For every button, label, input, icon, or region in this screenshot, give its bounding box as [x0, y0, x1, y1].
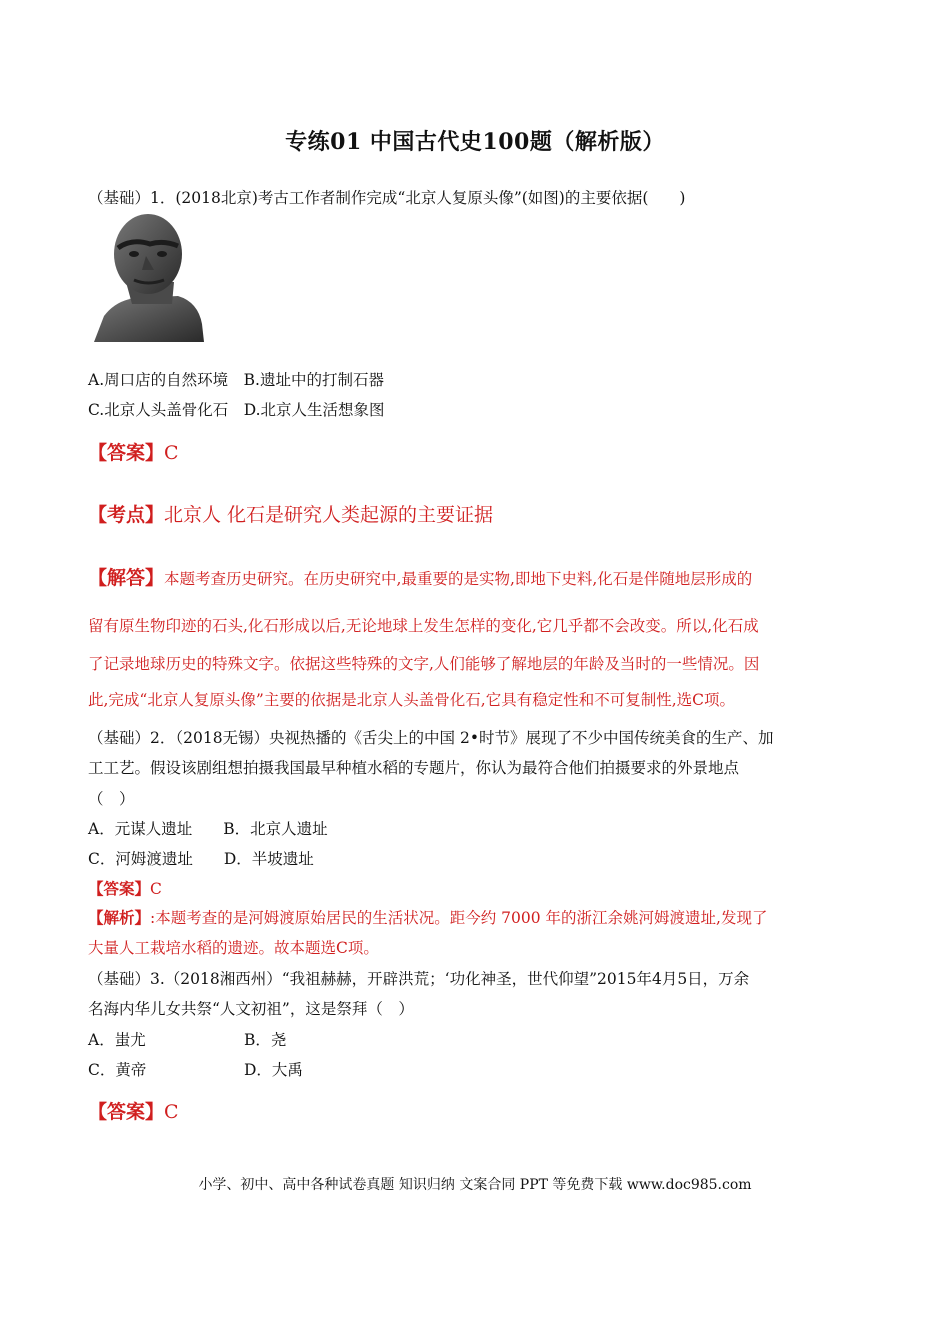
q2-options-cd: C．河姆渡遗址 D．半坡遗址: [88, 850, 314, 868]
solution-label: 【解答】: [88, 567, 165, 589]
answer-label: 【答案】: [88, 879, 151, 898]
page-footer: 小学、初中、高中各种试卷真题 知识归纳 文案合同 PPT 等免费下载 www.doc985.com: [198, 1177, 752, 1193]
q1-solution-line-2: 留有原生物印迹的石头,化石形成以后,无论地球上发生怎样的变化,它几乎都不会改变。所以,化石成: [88, 617, 759, 635]
answer-value: C: [164, 1101, 179, 1123]
q1-solution-line-1: [88, 563, 752, 590]
peking-man-bust-image: [86, 208, 210, 346]
q3-option-b: B．尧: [244, 1031, 287, 1049]
q3-option-c: C．黄帝: [88, 1061, 147, 1079]
q3-answer: [88, 1097, 179, 1124]
q1-answer: [88, 438, 179, 465]
q2-analysis-line-1: [88, 906, 767, 928]
solution-text: 本题考查历史研究。在历史研究中,最重要的是实物,即地下史料,化石是伴随地层形成的: [164, 570, 753, 588]
q1-options-cd: C.北京人头盖骨化石 D.北京人生活想象图: [88, 401, 385, 419]
q2-stem-line-1: （基础）2．（2018无锡）央视热播的《舌尖上的中国 2•时节》展现了不少中国传统美食的生产、加: [88, 729, 774, 747]
point-value: 北京人 化石是研究人类起源的主要证据: [164, 504, 494, 526]
answer-label: 【答案】: [88, 442, 165, 464]
point-label: 【考点】: [88, 504, 165, 526]
answer-value: C: [164, 442, 179, 464]
analysis-label: 【解析】: [88, 908, 151, 927]
q1-solution-line-3: 了记录地球历史的特殊文字。依据这些特殊的文字,人们能够了解地层的年龄及当时的一些情况。因: [88, 655, 760, 673]
q2-answer: [88, 877, 162, 899]
q2-stem-line-3: （ ）: [88, 790, 135, 808]
q2-stem-line-2: 工工艺。假设该剧组想拍摄我国最早种植水稻的专题片，你认为最符合他们拍摄要求的外景地点: [88, 759, 740, 777]
q3-option-a: A．蚩尤: [88, 1031, 146, 1049]
q2-analysis-line-2: 大量人工栽培水稻的遗迹。故本题选C项。: [88, 939, 379, 957]
q1-stem: （基础）1．(2018北京)考古工作者制作完成“北京人复原头像”(如图)的主要依据( ): [88, 189, 686, 207]
analysis-text: :本题考查的是河姆渡原始居民的生活状况。距今约 7000 年的浙江余姚河姆渡遗址,发现了: [150, 909, 768, 927]
q3-stem-line-1: （基础）3.（2018湘西州）“我祖赫赫，开辟洪荒；‘功化神圣，世代仰望”2015年4月5日，万余: [88, 970, 750, 988]
q1-options-ab: A.周口店的自然环境 B.遗址中的打制石器: [88, 371, 384, 389]
q3-stem-line-2: 名海内华儿女共祭“人文初祖”，这是祭拜（ ）: [88, 1000, 414, 1018]
page-title: 专练01 中国古代史100题（解析版）: [285, 129, 665, 155]
q1-solution-line-4: 此,完成“北京人复原头像”主要的依据是北京人头盖骨化石,它具有稳定性和不可复制性,选C项。: [88, 691, 735, 709]
q3-option-d: D．大禹: [244, 1061, 303, 1079]
answer-value: C: [150, 880, 162, 898]
q2-options-ab: A．元谋人遗址 B．北京人遗址: [88, 820, 328, 838]
q1-point: [88, 500, 493, 527]
answer-label: 【答案】: [88, 1101, 165, 1123]
